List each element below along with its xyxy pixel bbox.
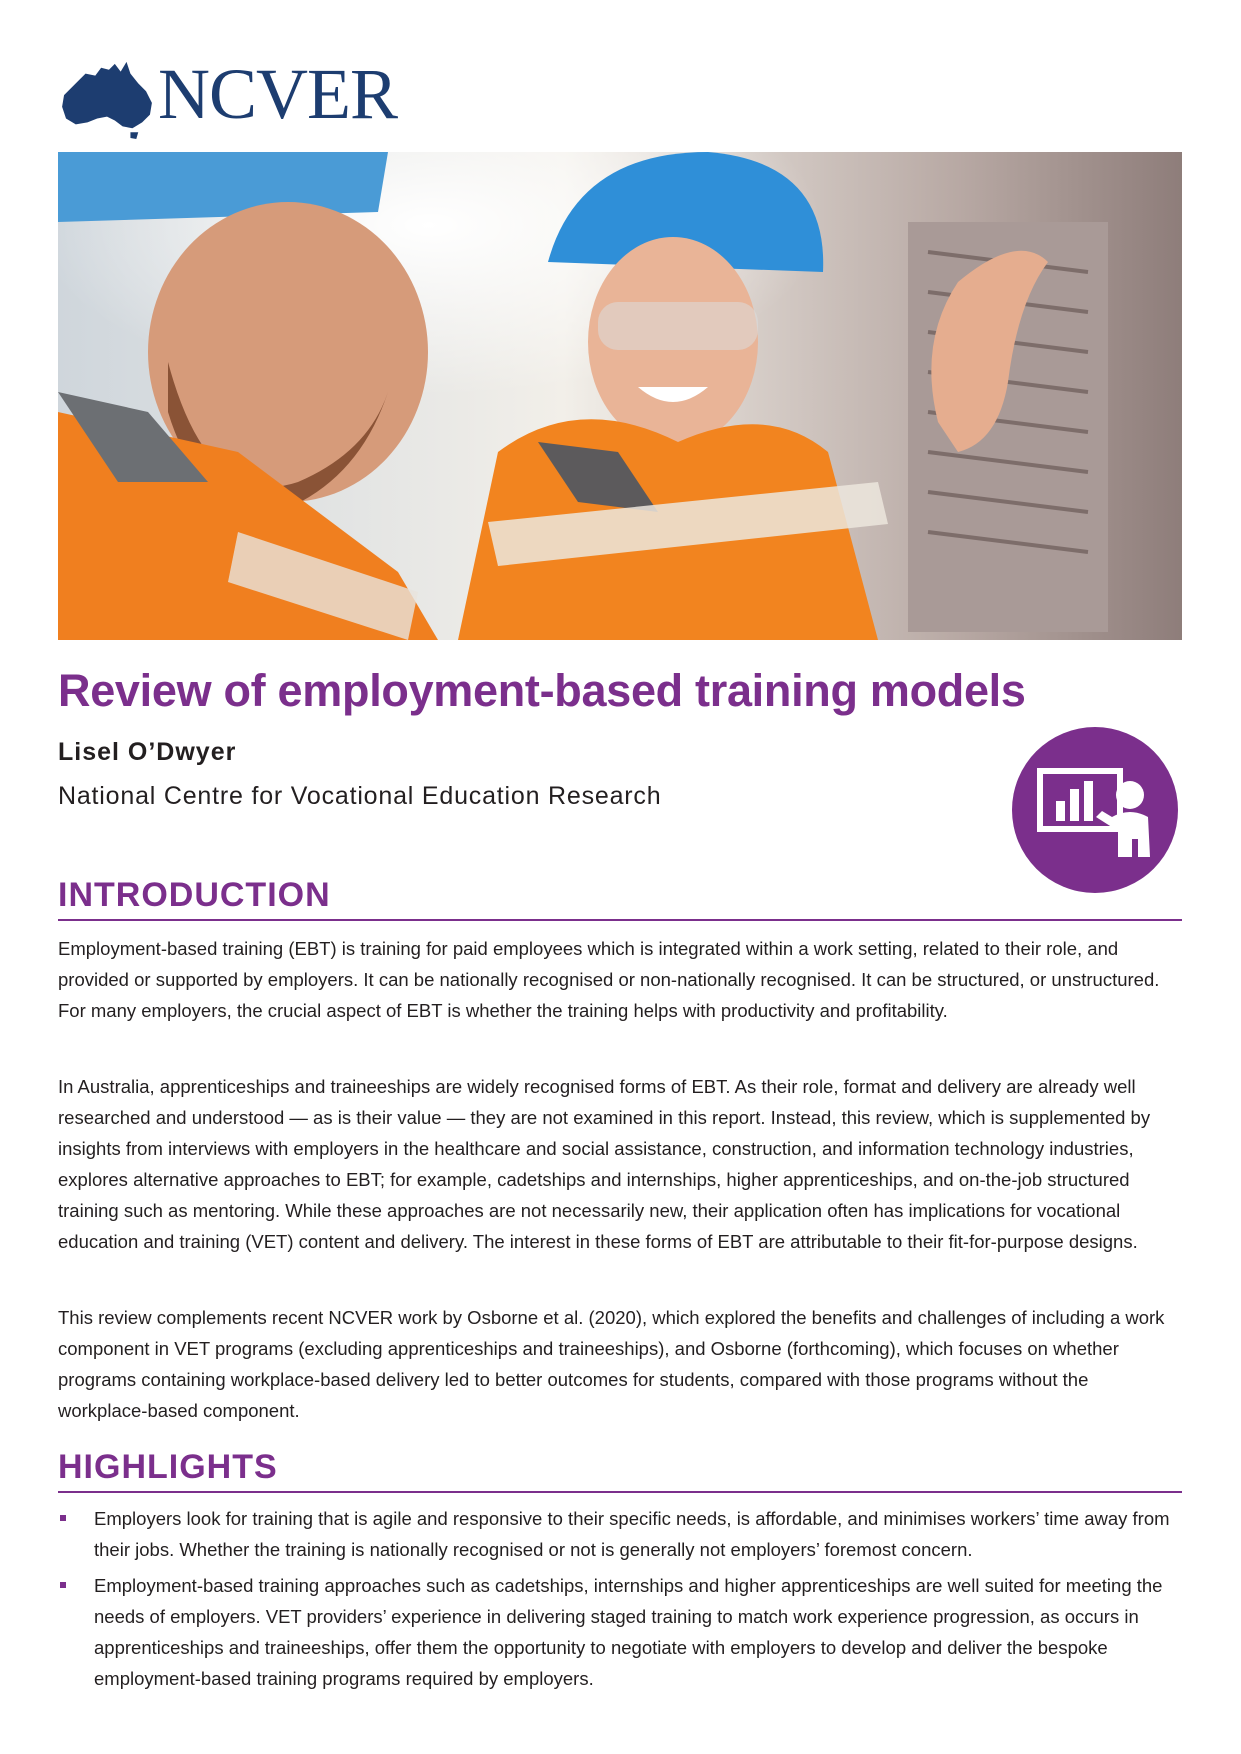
intro-paragraph: This review complements recent NCVER work by Osborne et al. (2020), which explored the benefits and challenges of including a work component in VET programs (excluding apprenticeships and traineeships), and Osborne (forthcoming), which focuses on whether programs containing workplace-based delivery led to better outcomes for students, compared with those programs without the workplace-based component. bbox=[58, 1307, 1165, 1421]
ncver-logo bbox=[58, 52, 478, 132]
organisation-name: National Centre for Vocational Education Research bbox=[58, 782, 662, 810]
document-title: Review of employment-based training models bbox=[58, 665, 1026, 716]
australia-map-icon bbox=[58, 58, 156, 140]
highlight-text: Employers look for training that is agile and responsive to their specific needs, is affordable, and minimises workers’ time away from their jobs. Whether the training is nationally recognised or not is generally not employers’ foremost concern. bbox=[94, 1508, 1170, 1560]
presentation-icon bbox=[1012, 727, 1178, 893]
highlight-text: Employment-based training approaches such as cadetships, internships and higher apprenticeships are well suited for meeting the needs of employers. VET providers’ experience in delivering staged training to match work experience progression, as occurs in apprenticeships and traineeships, offer them the opportunity to negotiate with employers to develop and deliver the bespoke employment-based training programs required by employers. bbox=[94, 1575, 1163, 1689]
intro-paragraph: Employment-based training (EBT) is training for paid employees which is integrated within a work setting, related to their role, and provided or supported by employers. It can be nationally recognised or non-nationally recognised. It can be structured, or unstructured. For many employers, the crucial aspect of EBT is whether the training helps with productivity and profitability. bbox=[58, 938, 1160, 1021]
bullet-square-icon bbox=[60, 1515, 66, 1521]
intro-paragraph: In Australia, apprenticeships and traineeships are widely recognised forms of EBT. As their role, format and delivery are already well researched and understood — as is their value — they are not examined in this report. Instead, this review, which is supplemented by insights from interviews with employers in the healthcare and social assistance, construction, and information technology industries, explores alternative approaches to EBT; for example, cadetships and internships, higher apprenticeships, and on-the-job structured training such as mentoring. While these approaches are not necessarily new, their application often has implications for vocational education and training (VET) content and delivery. The interest in these forms of EBT are attributable to their fit-for-purpose designs. bbox=[58, 1076, 1151, 1252]
hero-photo bbox=[58, 152, 1182, 640]
highlights-list bbox=[58, 1503, 1182, 1699]
list-item bbox=[58, 1570, 1182, 1694]
logo-wordmark: NCVER bbox=[158, 54, 398, 134]
bullet-square-icon bbox=[60, 1582, 66, 1588]
introduction-heading: INTRODUCTION bbox=[58, 876, 1182, 921]
author-name: Lisel O’Dwyer bbox=[58, 738, 237, 766]
list-item bbox=[58, 1503, 1182, 1565]
workers-photo-illustration bbox=[58, 152, 1182, 640]
highlights-heading: HIGHLIGHTS bbox=[58, 1448, 1182, 1493]
